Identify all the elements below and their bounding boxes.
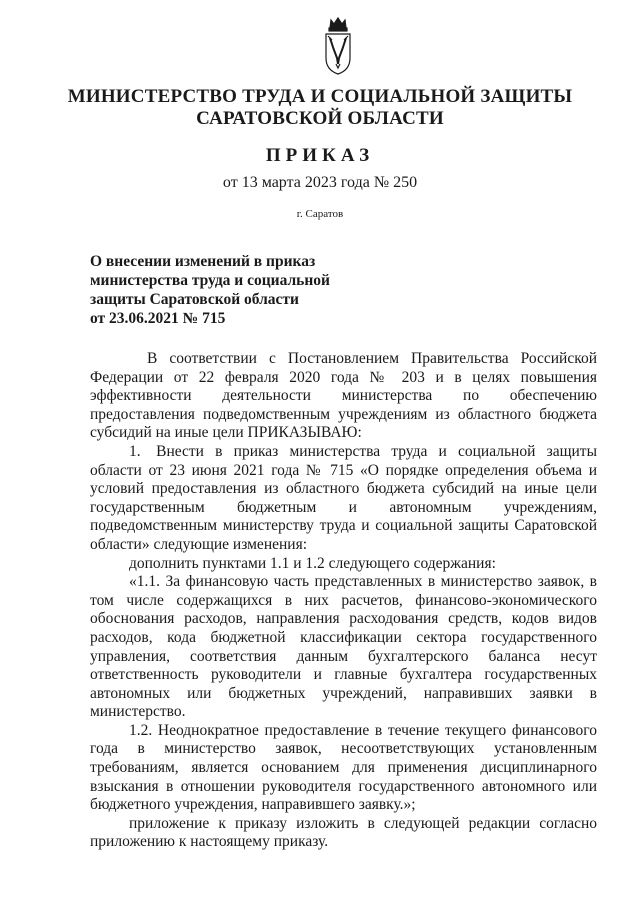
item-1-paragraph: 1. Внести в приказ министерства труда и социальной защиты области от 23 июня 2021 года № 715 «О порядке определения объема и условий предоставления из областного бюджета субсидий на иные цели государственным бюджетным и автономным учреждениям, подведомственным министерству труда и социальной защиты Саратовской области» следующие изменения: <box>90 442 597 553</box>
order-date: от 13 марта 2023 года № 250 <box>222 174 418 191</box>
ministry-name-line2: САРАТОВСКОЙ ОБЛАСТИ <box>196 108 444 129</box>
order-title: ПРИКАЗ <box>265 145 375 166</box>
subject-line: от 23.06.2021 № 715 <box>90 310 226 327</box>
clause-1-2-paragraph: 1.2. Неоднократное предоставление в течение текущего финансового года в министерство заявок, несоответствующих установленным требованиям, является основанием для применения дисциплинарного взыскания в отношении руководителя государственного автономного или бюджетного учреждения, направившего заявку.»; <box>90 721 597 814</box>
subject-line: О внесении изменений в приказ <box>90 253 316 270</box>
subject-line: министерства труда и социальной <box>90 272 330 289</box>
order-city: г. Саратов <box>296 208 344 220</box>
item-1-intro-paragraph: дополнить пунктами 1.1 и 1.2 следующего содержания: <box>129 554 496 572</box>
saratov-coat-of-arms-icon <box>318 14 358 78</box>
order-body <box>90 350 597 852</box>
ministry-name-line1: МИНИСТЕРСТВО ТРУДА И СОЦИАЛЬНОЙ ЗАЩИТЫ <box>67 86 573 107</box>
annex-paragraph: приложение к приказу изложить в следующей редакции согласно приложению к настоящему приказу. <box>90 814 597 851</box>
preamble-paragraph: В соответствии с Постановлением Правительства Российской Федерации от 22 февраля 2020 года № 203 и в целях повышения эффективности деятельности министерства по обеспечению предоставления подведомственным учреждениям из областного бюджета субсидий на иные цели ПРИКАЗЫВАЮ: <box>90 350 597 442</box>
clause-1-1-paragraph: «1.1. За финансовую часть представленных в министерство заявок, в том числе содержащихся в них расчетов, финансово-экономического обоснования расходов, направления расходования средств, кодов видов расходов, кода бюджетной классификации сектора государственного управления, соответствия данным бухгалтерского баланса несут ответственность руководители и главные бухгалтера государственных автономных или бюджетных учреждений, направивших заявки в министерство. <box>90 573 597 721</box>
order-subject <box>90 252 390 328</box>
subject-line: защиты Саратовской области <box>90 291 299 308</box>
